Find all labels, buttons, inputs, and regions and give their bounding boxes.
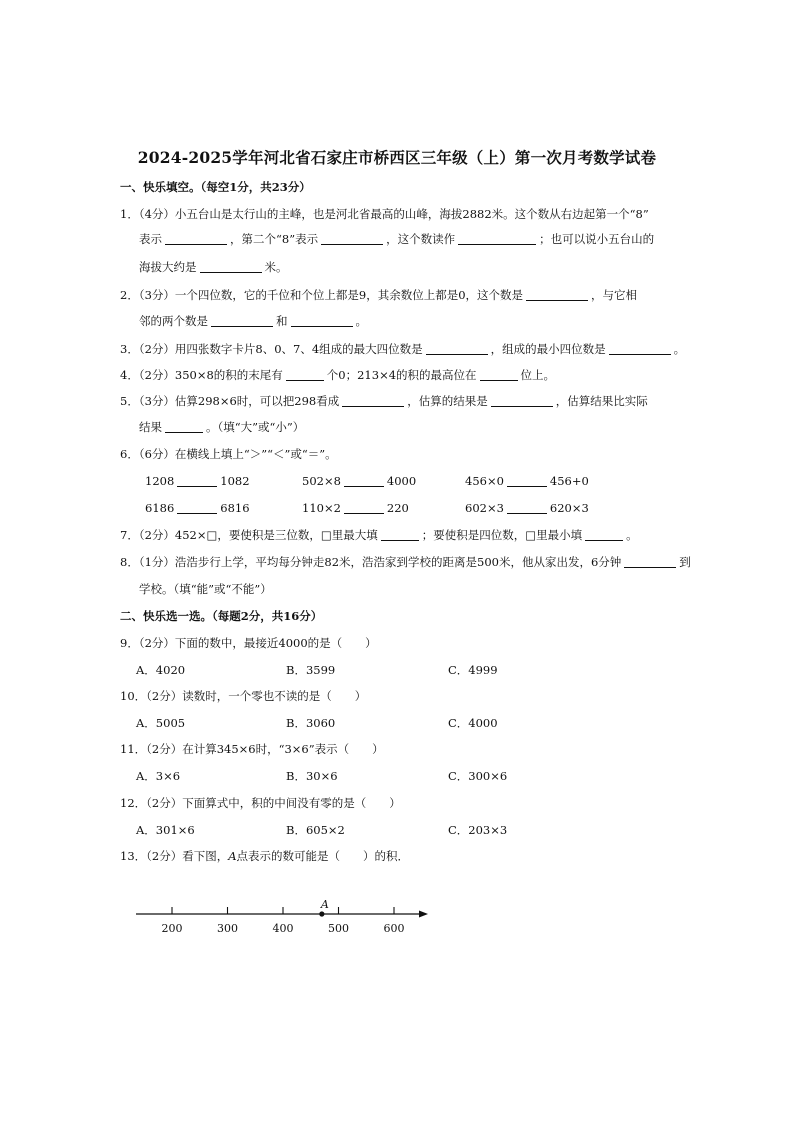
q3-blank-1[interactable] [426,342,488,355]
q9-option-a[interactable]: A．4020 [136,663,186,677]
q3-blank-2[interactable] [609,342,671,355]
q5-line1: 5．（3分）估算298×6时，可以把298看成 ，估算的结果是 ，估算结果比实际 [120,394,648,408]
q1-line1: 1．（4分）小五台山是太行山的主峰，也是河北省最高的山峰，海拔2882米。这个数从右边起第一个“8” [120,207,649,221]
point-a-marker [319,911,324,916]
q6-item: 110×2 220 [302,501,409,515]
q8-line1: 8．（1分）浩浩步行上学，平均每分钟走82米，浩浩家到学校的距离是500米，他从家出发，6分钟 到 [120,555,691,569]
q1-blank-2[interactable] [321,232,383,245]
q6-blank[interactable] [344,474,384,487]
q9-option-c[interactable]: C．4999 [448,663,498,677]
q4-blank-2[interactable] [480,368,518,381]
q1-line3: 海拔大约是 米。 [139,260,288,274]
q2-line1: 2．（3分）一个四位数，它的千位和个位上都是9，其余数位上都是0，这个数是 ，与它相 [120,288,638,302]
q5-blank-1[interactable] [342,394,404,407]
q9-stem: 9．（2分）下面的数中，最接近4000的是（ ） [120,636,377,650]
q7-line: 7．（2分）452×□，要使积是三位数，□里最大填 ；要使积是四位数，□里最小填 。 [120,528,638,542]
number-line-marks [162,898,405,935]
q8-blank[interactable] [624,555,676,568]
q11-stem: 11．（2分）在计算345×6时，“3×6”表示（ ） [120,742,384,756]
point-a-label: A [320,898,329,911]
q5-blank-3[interactable] [165,420,203,433]
page-title: 2024-2025学年河北省石家庄市桥西区三年级（上）第一次月考数学试卷 [137,148,657,167]
q4-line: 4．（2分）350×8的积的末尾有 个0；213×4的积的最高位在 位上。 [120,368,556,382]
q6-item: 456×0 456+0 [465,474,589,488]
number-line-tick-label: 600 [383,922,405,935]
q2-line2: 邻的两个数是 和 。 [139,314,367,328]
q1-blank-1[interactable] [165,232,227,245]
q6-item: 1208 1082 [145,474,250,488]
q1-blank-3[interactable] [458,232,536,245]
q13-stem: 13．（2分）看下图，A点表示的数可能是（ ）的积． [120,849,410,863]
q7-blank-1[interactable] [381,528,419,541]
number-line-svg [132,895,432,940]
q10-stem: 10．（2分）读数时，一个零也不读的是（ ） [120,689,367,703]
q9-option-b[interactable]: B．3599 [286,663,336,677]
q6-blank[interactable] [507,501,547,514]
q11-option-c[interactable]: C．300×6 [448,769,508,783]
number-line-tick-label: 300 [217,922,238,935]
section2-heading: 二、快乐选一选。（每题2分，共16分） [120,609,323,623]
q6-blank[interactable] [177,474,217,487]
q3-line: 3．（2分）用四张数字卡片8、0、7、4组成的最大四位数是 ，组成的最小四位数是 。 [120,342,686,356]
q11-option-b[interactable]: B．30×6 [286,769,338,783]
q12-stem: 12．（2分）下面算式中，积的中间没有零的是（ ） [120,796,401,810]
q2-blank-2[interactable] [211,314,273,327]
q7-blank-2[interactable] [585,528,623,541]
q1-blank-4[interactable] [200,260,262,273]
q6-blank[interactable] [507,474,547,487]
number-line-tick-label: 400 [272,922,294,935]
q2-blank-3[interactable] [291,314,353,327]
q6-item: 602×3 620×3 [465,501,589,515]
q6-item: 6186 6816 [145,501,250,515]
q11-option-a[interactable]: A．3×6 [136,769,181,783]
q4-blank-1[interactable] [286,368,324,381]
section1-heading: 一、快乐填空。（每空1分，共23分） [120,180,311,194]
q6-item: 502×8 4000 [302,474,417,488]
number-line-figure [132,895,432,940]
q6-blank[interactable] [177,501,217,514]
q12-option-a[interactable]: A．301×6 [136,823,195,837]
q8-line2: 学校。（填“能”或“不能”） [139,582,272,596]
number-line-tick-label: 200 [161,922,183,935]
q5-blank-2[interactable] [491,394,553,407]
number-line-arrow [419,911,428,918]
q5-line2: 结果 。（填“大”或“小”） [139,420,305,434]
q2-blank-1[interactable] [526,288,588,301]
number-line-tick-label: 500 [328,922,349,935]
q12-option-b[interactable]: B．605×2 [286,823,345,837]
q10-option-b[interactable]: B．3060 [286,716,336,730]
q12-option-c[interactable]: C．203×3 [448,823,508,837]
q6-blank[interactable] [344,501,384,514]
q10-option-a[interactable]: A．5005 [136,716,186,730]
q6-stem: 6．（6分）在横线上填上“＞”“＜”或“＝”。 [120,447,337,461]
q1-line2: 表示 ，第二个“8”表示 ，这个数读作 ；也可以说小五台山的 [139,232,655,246]
q10-option-c[interactable]: C．4000 [448,716,498,730]
